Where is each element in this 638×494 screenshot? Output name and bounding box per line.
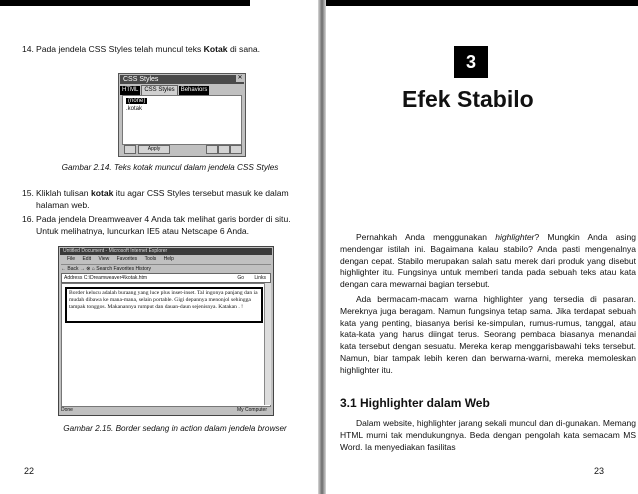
browser-menu bbox=[61, 256, 271, 263]
tab-html[interactable]: HTML bbox=[122, 87, 139, 93]
status-bar bbox=[61, 407, 271, 414]
page-top-rule bbox=[0, 0, 250, 6]
step-text: Pada jendela Dreamweaver 4 Anda tak melihat garis border di situ. Untuk melihatnya, luncurkan IE5 atau Netscape 6 Anda. bbox=[36, 214, 291, 236]
css-styles-window bbox=[118, 73, 246, 157]
address-text[interactable]: Address C:\Dreamweaver4\kotak.htm bbox=[64, 275, 148, 281]
menu-favorites[interactable]: Favorites bbox=[116, 256, 138, 262]
step-number: 14. bbox=[22, 44, 34, 54]
style-none[interactable]: (none) bbox=[128, 98, 146, 104]
close-icon[interactable]: ✕ bbox=[237, 75, 243, 81]
window-title: CSS Styles bbox=[120, 75, 244, 84]
page-number-left: 22 bbox=[24, 466, 35, 476]
paragraph-3: Dalam website, highlighter jarang sekali muncul dan di-gunakan. Memang HTML murni tak mendukungnya. Beda dengan pengolah kata semacam MS Word. Ia menyediakan fasilitas bbox=[340, 418, 636, 452]
styles-list bbox=[122, 95, 242, 145]
figure-caption-2-15: Gambar 2.15. Border sedang in action dalam jendela browser bbox=[63, 424, 287, 433]
style-kotak[interactable]: .kotak bbox=[126, 106, 143, 112]
bordered-text-box: Border kelucu adalah buraang yang luce plus inset-inset. Tal ingonya panjang dan ia mudah dibawa ke mana-mana, selain portable. Gigi depannya menonjol sehingga tampak tonggos. Makanannya rumput dan dauan-daun sejenisnya. Katakan . ! bbox=[65, 287, 263, 323]
chapter-number: 3 bbox=[454, 46, 488, 78]
status-left: Done bbox=[61, 407, 73, 413]
page-content bbox=[61, 283, 271, 407]
go-button[interactable]: Go bbox=[237, 275, 244, 281]
step-number: 15. bbox=[22, 188, 34, 198]
menu-help[interactable]: Help bbox=[163, 256, 174, 262]
section-heading: 3.1 Highlighter dalam Web bbox=[340, 396, 490, 410]
chapter-title: Efek Stabilo bbox=[402, 86, 534, 112]
tab-behaviors[interactable]: Behaviors bbox=[180, 87, 208, 93]
panel-footer bbox=[122, 144, 242, 154]
step-number: 16. bbox=[22, 214, 34, 224]
address-bar[interactable] bbox=[61, 273, 271, 283]
page-top-rule bbox=[326, 0, 638, 6]
left-page bbox=[0, 0, 318, 494]
right-page bbox=[326, 0, 638, 494]
apply-button[interactable]: Apply bbox=[138, 145, 170, 154]
figure-caption-2-14: Gambar 2.14. Teks kotak muncul dalam jendela CSS Styles bbox=[61, 163, 279, 172]
browser-toolbar[interactable]: ← Back → ⊗ ⌂ Search Favorites History bbox=[61, 264, 271, 273]
panel-tabs bbox=[120, 85, 244, 94]
menu-tools[interactable]: Tools bbox=[144, 256, 157, 262]
menu-edit[interactable]: Edit bbox=[82, 256, 92, 262]
links-button[interactable]: Links bbox=[254, 275, 266, 281]
menu-view[interactable]: View bbox=[98, 256, 110, 262]
paragraph-1: Pernahkah Anda menggunakan highlighter? Mungkin Anda asing mendengar istilah ini. Bagaimana kalau stabilo? Anda pasti mengenalnya dengan cepat. Stabilo merupakan salah satu merek dari produk yang disebut highlighter itu. Fungsinya untuk memberi tanda pada sebuah teks atau kata dengan cara mewarnai bagian tersebut. bbox=[340, 232, 636, 290]
browser-window bbox=[58, 246, 274, 416]
edit-style-icon[interactable] bbox=[218, 145, 230, 154]
step-text: Kliklah tulisan kotak itu agar CSS Styles tersebut masuk ke dalam halaman web. bbox=[36, 188, 289, 210]
status-right: My Computer bbox=[236, 407, 267, 413]
delete-style-icon[interactable] bbox=[230, 145, 242, 154]
step-text: Pada jendela CSS Styles telah muncul teks Kotak di sana. bbox=[36, 44, 261, 54]
page-number-right: 23 bbox=[594, 466, 605, 476]
attach-icon[interactable] bbox=[124, 145, 136, 154]
paragraph-2: Ada bermacam-macam warna highlighter yang tersedia di pasaran. Mereknya juga beragam. Namun fungsinya tetap sama. Jika terdapat sebuah kata yang penting, biasanya berisi ke-simpulan, rumus-rumus, tanggal, atau kata-kata yang harus diingat terus. Seorang pembaca biasanya menandai kata tersebut dengan sesuatu. Mereka kerap menggarisbawahi teks tersebut. Namun, biar tampak lebih keren dan berwarna-warni, mereka memoleskan highlighter itu. bbox=[340, 294, 636, 375]
book-spine bbox=[318, 0, 326, 494]
new-style-icon[interactable] bbox=[206, 145, 218, 154]
menu-file[interactable]: File bbox=[67, 256, 76, 262]
tab-css-styles[interactable]: CSS Styles bbox=[141, 85, 177, 96]
browser-title: Untitled Document - Microsoft Internet Explorer bbox=[60, 248, 272, 255]
vertical-scrollbar[interactable] bbox=[264, 283, 271, 405]
